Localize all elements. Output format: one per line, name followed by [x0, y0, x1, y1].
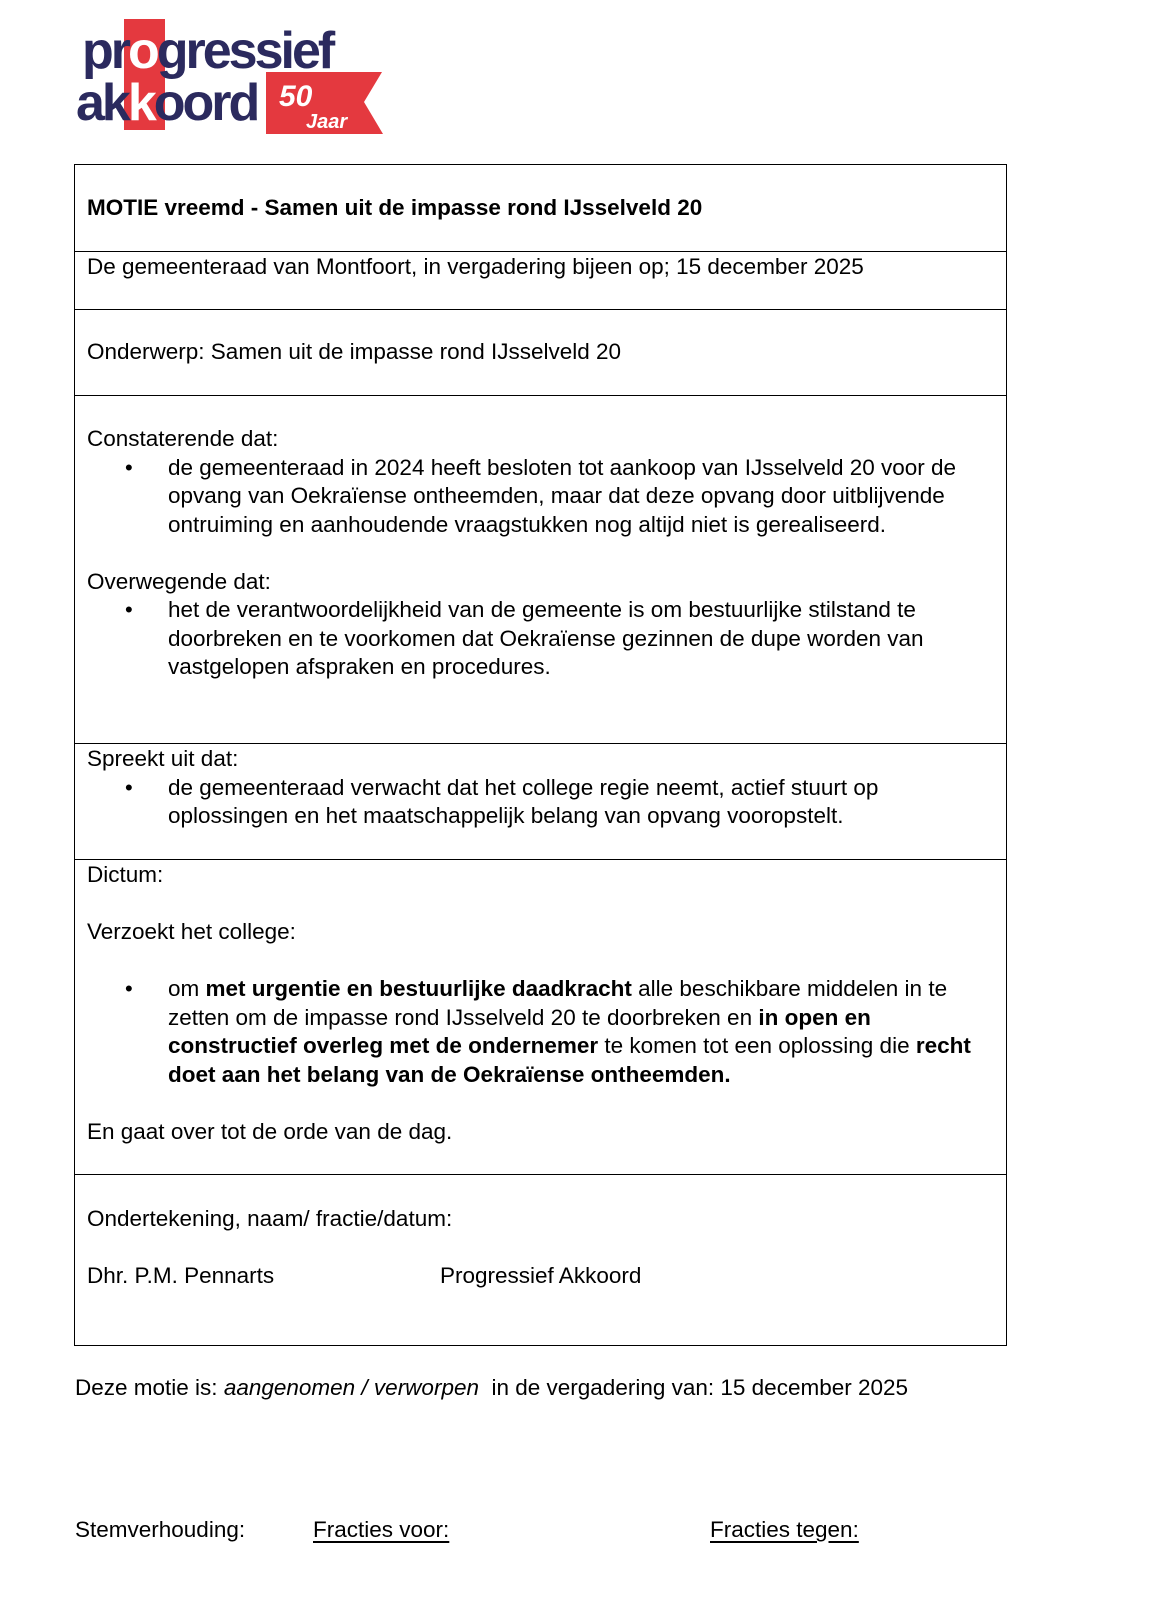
- signature-label: Ondertekening, naam/ fractie/datum:: [87, 1206, 453, 1231]
- status-prefix: Deze motie is:: [75, 1375, 224, 1400]
- dictum-label: Dictum:: [87, 862, 164, 887]
- considering-list: [87, 596, 994, 682]
- status-options: aangenomen / verworpen: [223, 1375, 479, 1400]
- factions-against-label: Fracties tegen:: [710, 1517, 859, 1542]
- closing-text: En gaat over tot de orde van de dag.: [87, 1118, 453, 1144]
- motion-form: [74, 164, 1007, 1346]
- considerations-row: [75, 395, 1006, 743]
- subject-row: [75, 309, 1006, 395]
- pronounces-label: Spreekt uit dat:: [87, 746, 239, 771]
- progressief-akkoord-logo-graphic: [74, 16, 394, 138]
- signature-line: [87, 1262, 994, 1291]
- dictum-part: om: [168, 976, 206, 1001]
- motion-title: MOTIE vreemd - Samen uit de impasse rond IJsselveld 20: [87, 194, 703, 220]
- pronounces-list: [87, 774, 994, 831]
- logo-word-akkoord: akkoord: [76, 74, 258, 132]
- motion-status-line: [75, 1375, 908, 1401]
- meeting-text: De gemeenteraad van Montfoort, in vergadering bijeen op; 15 december 2025: [87, 254, 864, 279]
- dictum-list: [87, 975, 994, 1089]
- subject-text: Onderwerp: Samen uit de impasse rond IJsselveld 20: [87, 339, 622, 365]
- signer-name: Dhr. P.M. Pennarts: [87, 1263, 275, 1288]
- pronounces-item: • de gemeenteraad verwacht dat het college regie neemt, actief stuurt op oplossingen en het maatschappelijk belang van opvang vooropstelt.: [87, 774, 994, 831]
- dictum-row: [75, 859, 1006, 1174]
- logo-badge-number: 50: [279, 80, 313, 113]
- party-logo: [74, 16, 394, 138]
- dictum-part-bold: in open en constructief overleg met de ondernemer: [168, 1004, 871, 1058]
- logo-word-progressief: progressief: [82, 22, 333, 80]
- vote-ratio-label: Stemverhouding:: [75, 1517, 246, 1542]
- noting-item: • de gemeenteraad in 2024 heeft besloten tot aankoop van IJsselveld 20 voor de opvang van Oekraïense ontheemden, maar dat deze opvang door uitblijvende ontruiming en aanhoudende vraagstukken nog altijd niet is gerealiseerd.: [87, 454, 994, 540]
- pronounces-row: [75, 743, 1006, 859]
- request-label: Verzoekt het college:: [87, 919, 296, 944]
- considering-item: • het de verantwoordelijkheid van de gemeente is om bestuurlijke stilstand te doorbreken en te voorkomen dat Oekraïense gezinnen de dupe worden van vastgelopen afspraken en procedures.: [87, 596, 994, 682]
- motion-title-row: [75, 165, 1006, 251]
- dictum-part: te komen tot een oplossing die: [598, 1033, 916, 1058]
- dictum-part-bold: recht doet aan het belang van de Oekraïense ontheemden.: [168, 1033, 971, 1087]
- signature-row: [75, 1174, 1006, 1345]
- meeting-row: [75, 251, 1006, 309]
- dictum-part: alle beschikbare middelen in te zetten om de impasse rond IJsselveld 20 te doorbreken en: [168, 976, 948, 1030]
- noting-list: [87, 454, 994, 540]
- noting-label: Constaterende dat:: [87, 426, 279, 451]
- status-suffix: in de vergadering van: 15 december 2025: [478, 1375, 909, 1400]
- factions-for-label: Fracties voor:: [313, 1517, 450, 1542]
- dictum-item: [87, 975, 994, 1089]
- signer-party: Progressief Akkoord: [440, 1263, 642, 1288]
- considering-label: Overwegende dat:: [87, 568, 271, 594]
- dictum-part-bold: met urgentie en bestuurlijke daadkracht: [205, 976, 632, 1001]
- logo-badge-text: Jaar: [306, 111, 348, 133]
